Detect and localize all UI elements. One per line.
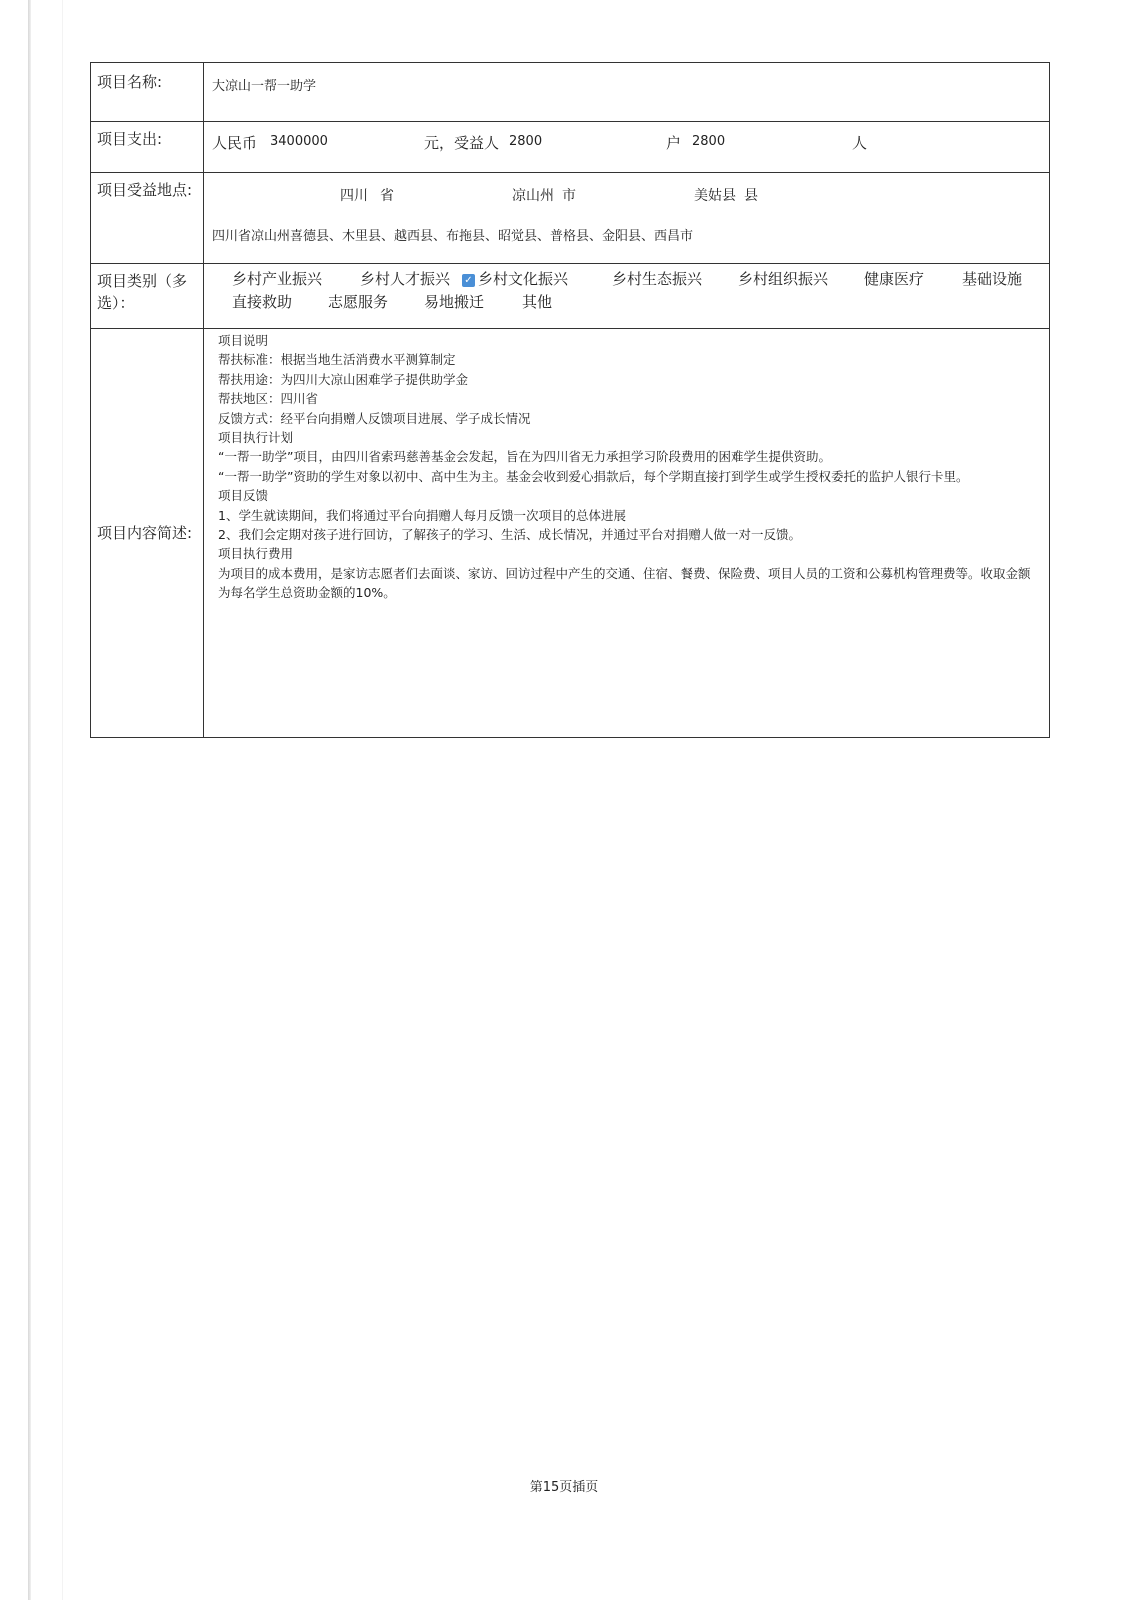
content-line: 项目反馈 xyxy=(218,488,269,504)
project-name-label: 项目名称: xyxy=(91,63,204,122)
category-talent[interactable]: 乡村人才振兴 xyxy=(360,270,451,288)
scan-edge xyxy=(28,0,31,1600)
content-line: “一帮一助学”项目，由四川省索玛慈善基金会发起，旨在为四川省无力承担学习阶段费用的困难学生提供资助。 xyxy=(218,449,831,465)
project-expense-label: 项目支出: xyxy=(91,122,204,173)
project-category-label: 项目类别（多选）： xyxy=(91,264,204,329)
city-unit: 市 xyxy=(562,188,576,204)
expense-amount: 3400000 xyxy=(270,134,328,149)
project-expense-row xyxy=(91,122,1050,173)
beneficiaries-value: 2800 xyxy=(509,134,543,149)
category-relocation[interactable]: 易地搬迁 xyxy=(424,293,485,311)
province-value: 四川 xyxy=(340,188,368,204)
content-line: 项目说明 xyxy=(218,333,269,348)
category-infrastructure[interactable]: 基础设施 xyxy=(962,270,1023,288)
category-industry[interactable]: 乡村产业振兴 xyxy=(232,270,323,288)
scan-edge-line xyxy=(62,0,63,1600)
project-content-row xyxy=(91,329,1050,738)
project-location-row xyxy=(91,173,1050,264)
households-value: 2800 xyxy=(692,134,726,149)
content-line: 1、学生就读期间，我们将通过平台向捐赠人每月反馈一次项目的总体进展 xyxy=(218,507,626,523)
content-line: 2、我们会定期对孩子进行回访，了解孩子的学习、生活、成长情况，并通过平台对捐赠人做一对一反馈。 xyxy=(218,527,801,543)
category-culture[interactable]: ✓ 乡村文化振兴 xyxy=(462,268,568,289)
project-content-label: 项目内容简述: xyxy=(91,329,204,738)
project-content-body xyxy=(204,329,1050,738)
unit-ren-label: 人 xyxy=(852,134,868,152)
category-ecology[interactable]: 乡村生态振兴 xyxy=(612,270,703,288)
category-other[interactable]: 其他 xyxy=(522,293,553,311)
category-health[interactable]: 健康医疗 xyxy=(864,270,925,288)
province-unit: 省 xyxy=(380,188,394,204)
content-line: 项目执行费用 xyxy=(218,546,294,562)
unit-yuan-label: 元，受益人 xyxy=(424,134,500,152)
content-line: 帮扶标准：根据当地生活消费水平测算制定 xyxy=(218,352,456,368)
category-direct-aid[interactable]: 直接救助 xyxy=(232,293,293,311)
unit-hu-label: 户 xyxy=(666,134,682,152)
county-value: 美姑县 xyxy=(694,188,736,204)
checkbox-checked-icon[interactable]: ✓ xyxy=(462,274,475,287)
page-footer: 第15页插页 xyxy=(529,1480,599,1495)
project-name-row xyxy=(91,63,1050,122)
content-line: 项目执行计划 xyxy=(218,430,294,446)
category-volunteer[interactable]: 志愿服务 xyxy=(328,293,389,311)
project-category-row xyxy=(91,264,1050,329)
currency-label: 人民币 xyxy=(212,134,258,152)
content-line: 为项目的成本费用，是家访志愿者们去面谈、家访、回访过程中产生的交通、住宿、餐费、保险费、项目人员的工资和公募机构管理费等。收取金额为每名学生总资助金额的10%。 xyxy=(218,565,1031,601)
location-detail: 四川省凉山州喜德县、木里县、越西县、布拖县、昭觉县、普格县、金阳县、西昌市 xyxy=(212,229,694,244)
category-organization[interactable]: 乡村组织振兴 xyxy=(738,270,829,288)
city-value: 凉山州 xyxy=(512,188,554,204)
content-line: 帮扶地区：四川省 xyxy=(218,391,319,407)
project-location-label: 项目受益地点: xyxy=(91,173,204,264)
county-unit: 县 xyxy=(744,188,758,204)
content-line: “一帮一助学”资助的学生对象以初中、高中生为主。基金会收到爱心捐款后，每个学期直接打到学生或学生授权委托的监护人银行卡里。 xyxy=(218,468,969,484)
content-line: 帮扶用途：为四川大凉山困难学子提供助学金 xyxy=(218,371,469,387)
content-line: 反馈方式：经平台向捐赠人反馈项目进展、学子成长情况 xyxy=(218,410,531,426)
project-name-value: 大凉山一帮一助学 xyxy=(204,63,1050,122)
project-form-table xyxy=(90,62,1050,738)
